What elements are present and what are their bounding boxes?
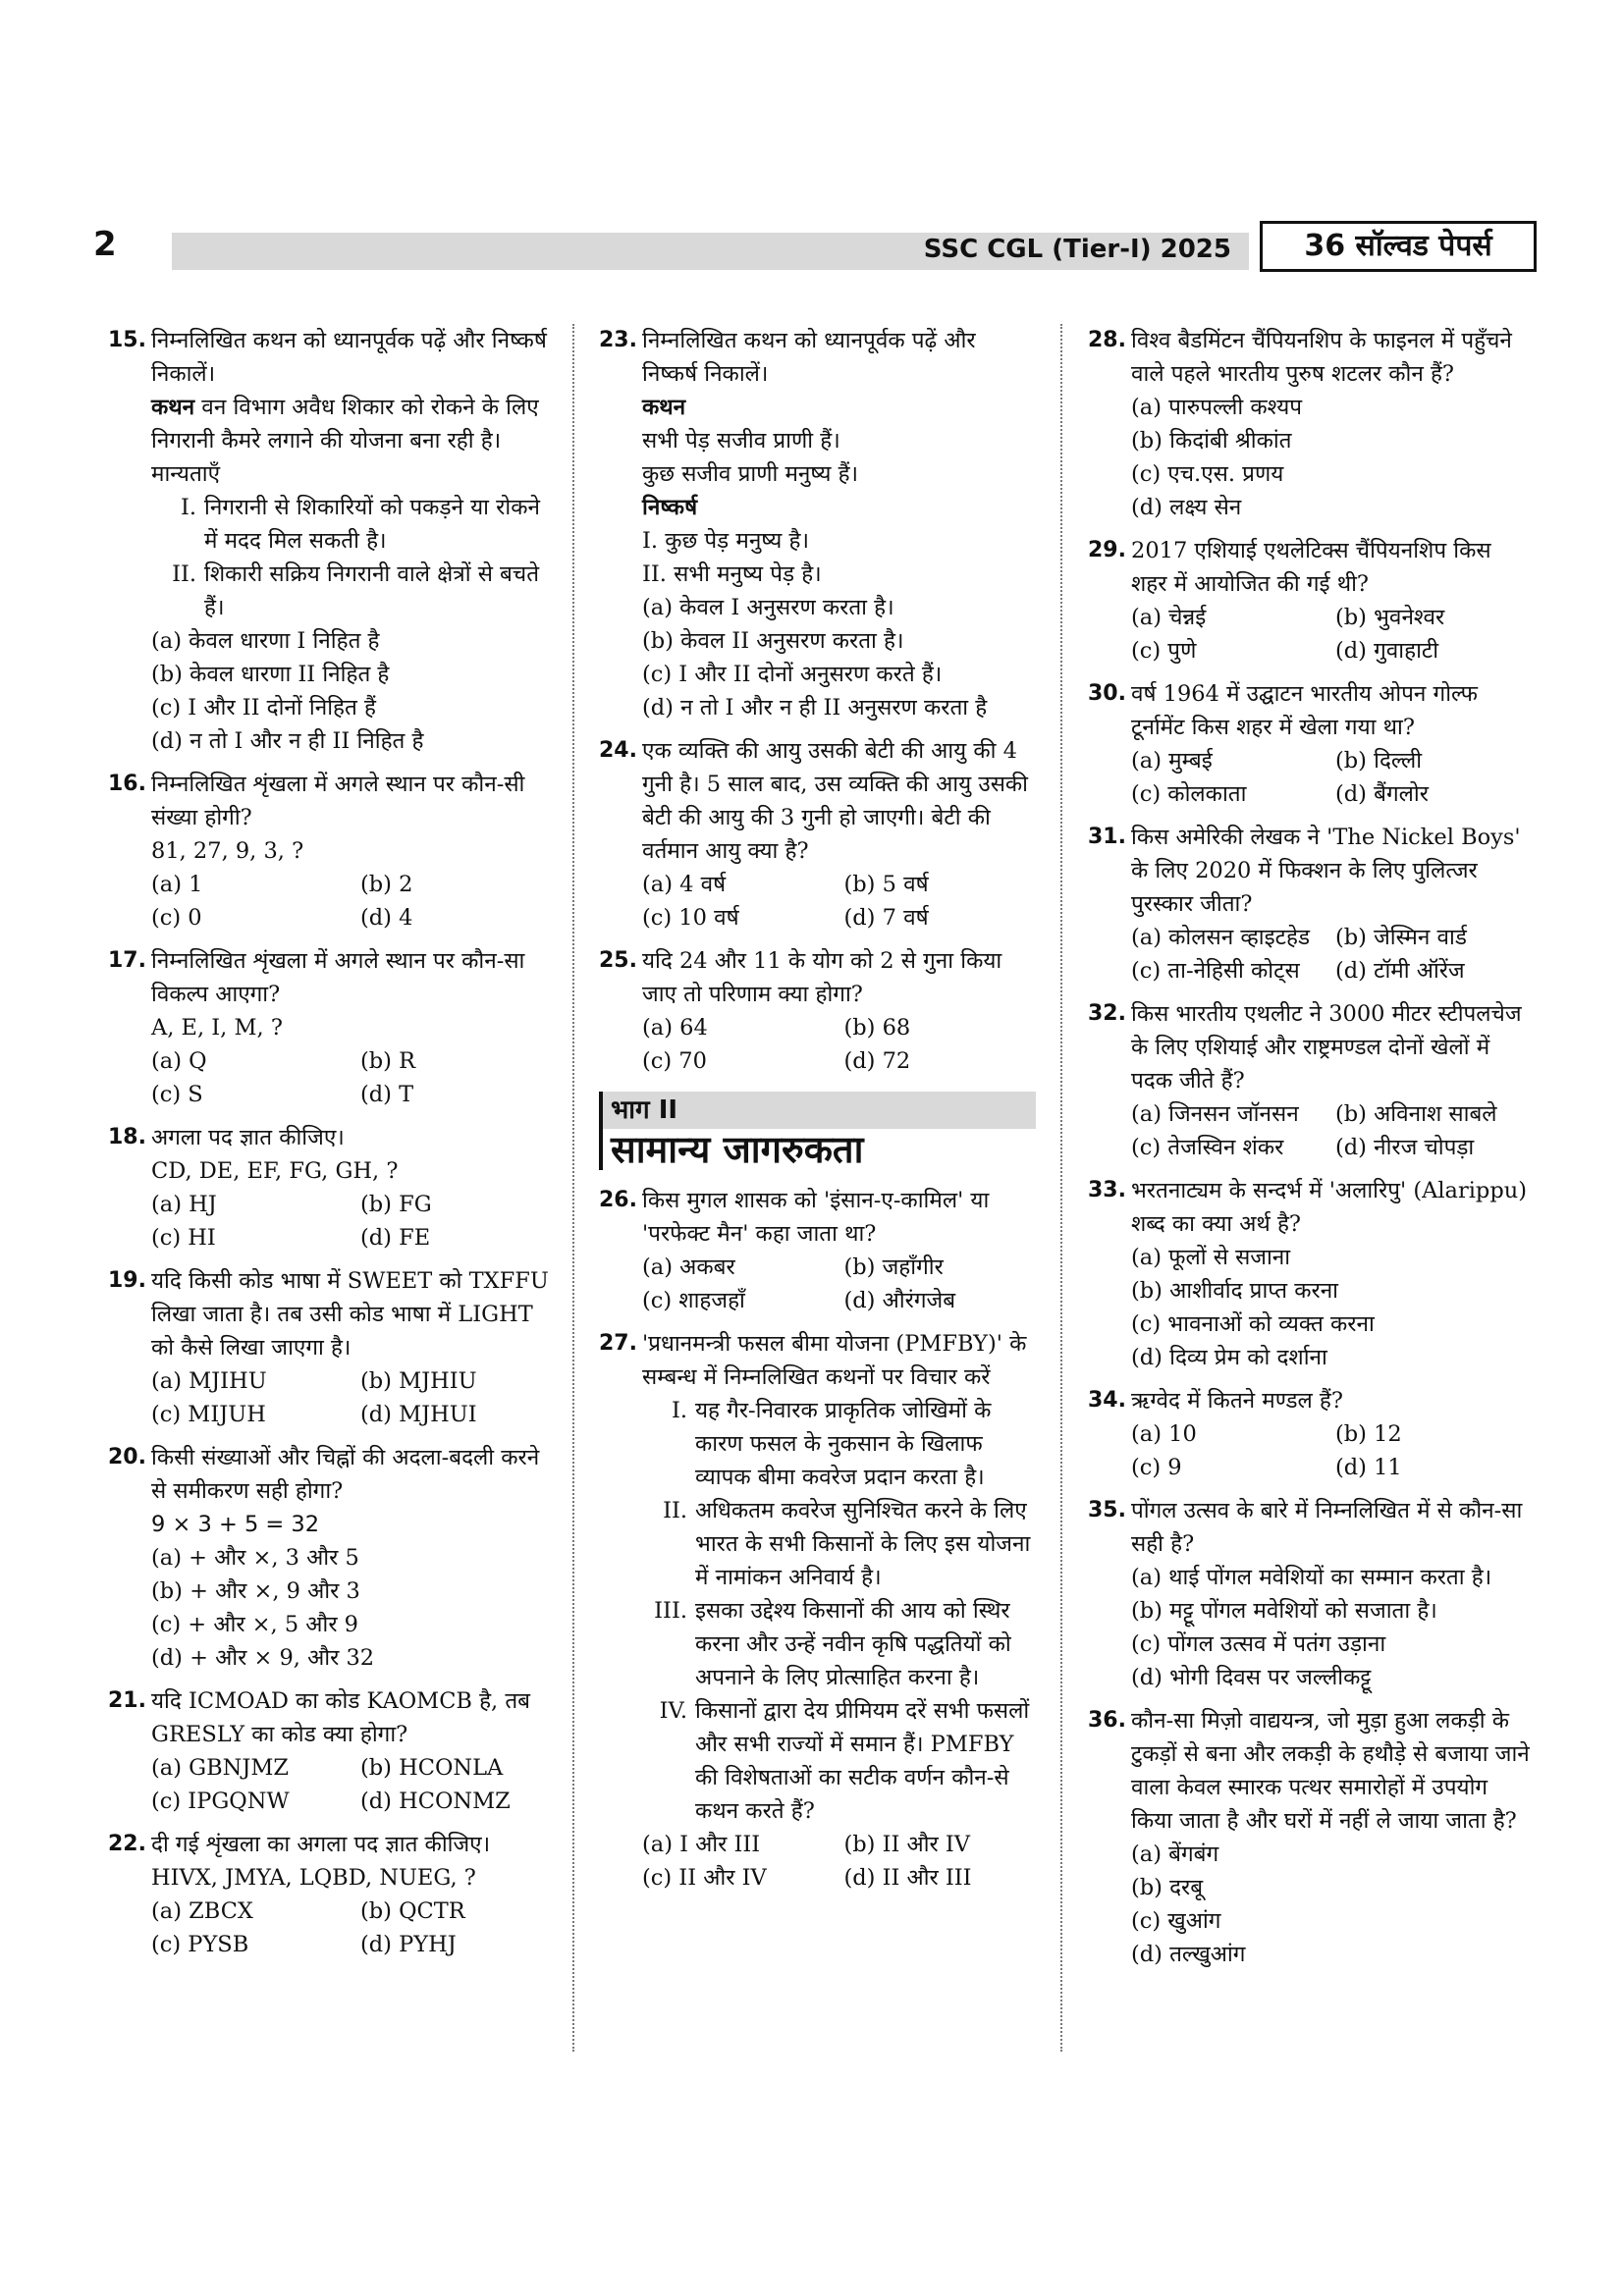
question-33: [1088, 1174, 1530, 1374]
option[interactable]: (b) MJHIU: [360, 1368, 477, 1394]
option[interactable]: (d) + और × 9, और 32: [151, 1645, 375, 1671]
question-text: किस अमेरिकी लेखक ने 'The Nickel Boys' के लिए 2020 में फिक्शन के लिए पुलित्जर पुरस्कार जीता?: [1131, 825, 1521, 917]
option[interactable]: (d) 72: [843, 1048, 911, 1074]
option[interactable]: (a) GBNJMZ: [151, 1755, 290, 1781]
option[interactable]: (d) नीरज चोपड़ा: [1335, 1135, 1475, 1160]
option[interactable]: (a) ZBCX: [151, 1898, 253, 1924]
question-text: किस भारतीय एथलीट ने 3000 मीटर स्टीपलचेज के लिए एशियाई और राष्ट्रमण्डल दोनों खेलों में पदक जीते हैं?: [1131, 1001, 1522, 1094]
option[interactable]: (c) एच.एस. प्रणय: [1131, 461, 1284, 487]
option[interactable]: (a) 1: [151, 872, 203, 897]
question-number: 16.: [108, 772, 146, 796]
option[interactable]: (c) खुआंग: [1131, 1908, 1221, 1934]
option[interactable]: (d) लक्ष्य सेन: [1131, 495, 1242, 520]
column-divider: [1060, 324, 1062, 2052]
question-text: निम्नलिखित शृंखला में अगले स्थान पर कौन-सी संख्या होगी?: [151, 772, 525, 830]
question-29: [1088, 534, 1530, 667]
options: [151, 624, 560, 758]
question-number: 35.: [1088, 1498, 1126, 1522]
question-text: एक व्यक्ति की आयु उसकी बेटी की आयु की 4 गुनी है। 5 साल बाद, उस व्यक्ति की आयु उसकी बेटी की आयु की 3 गुनी हो जाएगी। बेटी की वर्तमान आयु क्या है?: [642, 738, 1029, 864]
exam-name: SSC CGL (Tier-I) 2025: [923, 235, 1231, 264]
option[interactable]: (a) अकबर: [642, 1255, 735, 1280]
option[interactable]: (d) II और III: [843, 1865, 972, 1891]
option[interactable]: (d) 4: [360, 905, 413, 931]
options: [1131, 921, 1530, 988]
question-35: [1088, 1494, 1530, 1694]
question-23: [599, 324, 1036, 724]
option[interactable]: (c) II और IV: [642, 1865, 767, 1891]
options: [1131, 1838, 1530, 1971]
question-number: 30.: [1088, 681, 1126, 706]
question-number: 28.: [1088, 328, 1126, 352]
series: 81, 27, 9, 3, ?: [151, 838, 304, 864]
option[interactable]: (c) पोंगल उत्सव में पतंग उड़ाना: [1131, 1631, 1386, 1657]
option[interactable]: (b) आशीर्वाद प्राप्त करना: [1131, 1278, 1339, 1304]
question-text: वर्ष 1964 में उद्घाटन भारतीय ओपन गोल्फ टूर्नामेंट किस शहर में खेला गया था?: [1131, 681, 1479, 740]
page-number: 2: [93, 225, 117, 264]
conclusion: I. कुछ पेड़ मनुष्य है।: [642, 528, 809, 554]
option[interactable]: (d) 7 वर्ष: [843, 905, 929, 931]
question-24: [599, 734, 1036, 934]
question-text: किसी संख्याओं और चिह्नों की अदला-बदली करने से समीकरण सही होगा?: [151, 1445, 540, 1504]
series: CD, DE, EF, FG, GH, ?: [151, 1158, 399, 1184]
option[interactable]: (c) ता-नेहिसी कोट्स: [1131, 958, 1300, 984]
statement: IV. किसानों द्वारा देय प्रीमियम दरें सभी फसलों और सभी राज्यों में समान हैं। PMFBY की विशेषताओं का सटीक वर्णन कौन-से कथन करते हैं?: [659, 1698, 1030, 1824]
statement: II. अधिकतम कवरेज सुनिश्चित करने के लिए भारत के सभी किसानों के लिए इस योजना में नामांकन अनिवार्य है।: [663, 1498, 1031, 1590]
options: [151, 1188, 560, 1255]
option[interactable]: (b) 68: [843, 1015, 911, 1041]
question-21: [108, 1684, 560, 1818]
page-header: [0, 221, 1623, 280]
column-1: [108, 324, 560, 1971]
question-number: 23.: [599, 328, 637, 352]
option[interactable]: (b) भुवनेश्वर: [1335, 605, 1445, 630]
question-text: भरतनाट्यम के सन्दर्भ में 'अलारिपु' (Alarippu) शब्द का क्या अर्थ है?: [1131, 1178, 1527, 1237]
statement: कथन वन विभाग अवैध शिकार को रोकने के लिए निगरानी कैमरे लगाने की योजना बना रही है। मान्यताएँ: [151, 395, 539, 487]
options: [1131, 1241, 1530, 1374]
option[interactable]: (b) केवल धारणा II निहित है: [151, 662, 390, 687]
option[interactable]: (c) HI: [151, 1225, 216, 1251]
question-text: यदि किसी कोड भाषा में SWEET को TXFFU लिखा जाता है। तब उसी कोड भाषा में LIGHT को कैसे लिखा जाएगा है।: [151, 1268, 549, 1361]
question-number: 19.: [108, 1268, 146, 1293]
options: [1131, 1417, 1530, 1484]
question-number: 32.: [1088, 1001, 1126, 1026]
option[interactable]: (d) गुवाहाटी: [1335, 638, 1439, 664]
question-20: [108, 1441, 560, 1675]
question-22: [108, 1828, 560, 1961]
statement: I. यह गैर-निवारक प्राकृतिक जोखिमों के कारण फसल के नुकसान के खिलाफ व्यापक बीमा कवरेज प्रदान करता है।: [671, 1398, 992, 1490]
option[interactable]: (c) I और II दोनों अनुसरण करते हैं।: [642, 662, 943, 687]
option[interactable]: (b) दिल्ली: [1335, 748, 1423, 774]
options: [642, 1828, 1036, 1895]
option[interactable]: (c) शाहजहाँ: [642, 1288, 745, 1313]
question-27: [599, 1327, 1036, 1895]
statement: सभी पेड़ सजीव प्राणी हैं।: [642, 428, 840, 454]
option[interactable]: (c) PYSB: [151, 1932, 249, 1957]
statement: III. इसका उद्देश्य किसानों की आय को स्थिर करना और उन्हें नवीन कृषि पद्धतियों को अपनाने के लिए प्रोत्साहित करना है।: [654, 1598, 1011, 1690]
question-32: [1088, 997, 1530, 1164]
question-text: अगला पद ज्ञात कीजिए।: [151, 1125, 345, 1150]
option[interactable]: (b) जहाँगीर: [843, 1255, 944, 1280]
option[interactable]: (a) HJ: [151, 1192, 217, 1217]
option[interactable]: (c) 9: [1131, 1455, 1182, 1480]
option[interactable]: (b) दरबू: [1131, 1875, 1204, 1900]
option[interactable]: (d) MJHUI: [360, 1402, 477, 1427]
question-number: 36.: [1088, 1708, 1126, 1733]
option[interactable]: (b) II और IV: [843, 1832, 971, 1857]
question-17: [108, 944, 560, 1111]
option[interactable]: (c) S: [151, 1082, 203, 1107]
option[interactable]: (c) 10 वर्ष: [642, 905, 739, 931]
question-18: [108, 1121, 560, 1255]
option[interactable]: (a) MJIHU: [151, 1368, 267, 1394]
option[interactable]: (c) I और II दोनों निहित हैं: [151, 695, 376, 721]
options: [642, 1011, 1036, 1078]
header-band: [172, 233, 1249, 270]
option[interactable]: (d) HCONMZ: [360, 1789, 511, 1814]
question-28: [1088, 324, 1530, 524]
question-text: कौन-सा मिज़ो वाद्ययन्त्र, जो मुड़ा हुआ लकड़ी के टुकड़ों से बना और लकड़ी के हथौड़े से बजाया जाने वाला केवल स्मारक पत्थर समारोहों में उपयोग किया जाता है और घरों में नहीं ले जाया जाता है?: [1131, 1708, 1530, 1834]
series: HIVX, JMYA, LQBD, NUEG, ?: [151, 1865, 476, 1891]
option[interactable]: (c) तेजस्विन शंकर: [1131, 1135, 1284, 1160]
option[interactable]: (a) 10: [1131, 1421, 1197, 1447]
question-number: 33.: [1088, 1178, 1126, 1202]
option[interactable]: (b) R: [360, 1048, 416, 1074]
part-title: सामान्य जागरुकता: [599, 1129, 1036, 1170]
question-number: 17.: [108, 948, 146, 973]
part-label: भाग II: [599, 1092, 1036, 1129]
option[interactable]: (a) मुम्बई: [1131, 748, 1213, 774]
option[interactable]: (c) IPGQNW: [151, 1789, 290, 1814]
option[interactable]: (a) 4 वर्ष: [642, 872, 727, 897]
option[interactable]: (d) न तो I और न ही II निहित है: [151, 728, 424, 754]
question-30: [1088, 677, 1530, 811]
question-text: निम्नलिखित शृंखला में अगले स्थान पर कौन-सा विकल्प आएगा?: [151, 948, 525, 1007]
series: A, E, I, M, ?: [151, 1015, 283, 1041]
option[interactable]: (b) मट्टू पोंगल मवेशियों को सजाता है।: [1131, 1598, 1437, 1624]
question-number: 25.: [599, 948, 637, 973]
option[interactable]: (d) औरंगजेब: [843, 1288, 956, 1313]
question-text: यदि ICMOAD का कोड KAOMCB है, तब GRESLY का कोड क्या होगा?: [151, 1688, 531, 1747]
conclusion-label: निष्कर्ष: [642, 495, 698, 520]
question-text: निम्नलिखित कथन को ध्यानपूर्वक पढ़ें और निष्कर्ष निकालें।: [642, 328, 976, 387]
question-34: [1088, 1384, 1530, 1484]
option[interactable]: (a) चेन्नई: [1131, 605, 1207, 630]
option[interactable]: (c) 0: [151, 905, 202, 931]
options: [1131, 601, 1530, 667]
option[interactable]: (a) I और III: [642, 1832, 761, 1857]
option[interactable]: (a) थाई पोंगल मवेशियों का सम्मान करता है।: [1131, 1565, 1492, 1590]
question-number: 34.: [1088, 1388, 1126, 1413]
option[interactable]: (d) दिव्य प्रेम को दर्शाना: [1131, 1345, 1327, 1370]
options: [151, 1364, 560, 1431]
column-3: [1088, 324, 1530, 1981]
question-text: 2017 एशियाई एथलेटिक्स चैंपियनशिप किस शहर में आयोजित की गई थी?: [1131, 538, 1491, 597]
option[interactable]: (b) जेस्मिन वार्ड: [1335, 925, 1467, 950]
options: [1131, 744, 1530, 811]
option[interactable]: (b) अविनाश साबले: [1335, 1101, 1497, 1127]
column-2: [599, 324, 1036, 1904]
question-text: दी गई शृंखला का अगला पद ज्ञात कीजिए।: [151, 1832, 491, 1857]
assumption: II. शिकारी सक्रिय निगरानी वाले क्षेत्रों से बचते हैं।: [172, 561, 540, 620]
question-25: [599, 944, 1036, 1078]
option[interactable]: (b) 5 वर्ष: [843, 872, 929, 897]
statement-label: कथन: [642, 395, 686, 420]
question-number: 24.: [599, 738, 637, 763]
options: [642, 591, 1036, 724]
question-16: [108, 768, 560, 934]
option[interactable]: (d) बैंगलोर: [1335, 781, 1429, 807]
options: [1131, 1097, 1530, 1164]
question-number: 15.: [108, 328, 146, 352]
question-number: 31.: [1088, 825, 1126, 849]
option[interactable]: (b) केवल II अनुसरण करता है।: [642, 628, 904, 654]
option[interactable]: (a) + और ×, 3 और 5: [151, 1545, 359, 1571]
options: [151, 1895, 560, 1961]
question-text: 'प्रधानमन्त्री फसल बीमा योजना (PMFBY)' के सम्बन्ध में निम्नलिखित कथनों पर विचार करें: [642, 1331, 1027, 1390]
option[interactable]: (c) + और ×, 5 और 9: [151, 1612, 358, 1637]
conclusion: II. सभी मनुष्य पेड़ है।: [642, 561, 822, 587]
option[interactable]: (a) कोलसन व्हाइटहेड: [1131, 925, 1310, 950]
question-15: [108, 324, 560, 758]
column-divider: [572, 324, 574, 2052]
question-number: 26.: [599, 1188, 637, 1212]
option[interactable]: (b) FG: [360, 1192, 432, 1217]
option[interactable]: (a) केवल धारणा I निहित है: [151, 628, 380, 654]
option[interactable]: (d) न तो I और न ही II अनुसरण करता है: [642, 695, 988, 721]
option[interactable]: (c) भावनाओं को व्यक्त करना: [1131, 1311, 1375, 1337]
option[interactable]: (a) जिनसन जॉनसन: [1131, 1101, 1299, 1127]
question-19: [108, 1264, 560, 1431]
options: [151, 868, 560, 934]
question-text: ऋग्वेद में कितने मण्डल हैं?: [1131, 1388, 1343, 1414]
question-number: 18.: [108, 1125, 146, 1149]
question-text: विश्व बैडमिंटन चैंपियनशिप के फाइनल में पहुँचने वाले पहले भारतीय पुरुष शटलर कौन हैं?: [1131, 328, 1512, 387]
options: [642, 868, 1036, 934]
option[interactable]: (c) MIJUH: [151, 1402, 266, 1427]
option[interactable]: (d) 11: [1335, 1455, 1402, 1480]
option[interactable]: (d) FE: [360, 1225, 431, 1251]
option[interactable]: (b) 2: [360, 872, 413, 897]
options: [642, 1251, 1036, 1317]
option[interactable]: (d) तल्खुआंग: [1131, 1942, 1246, 1967]
question-number: 22.: [108, 1832, 146, 1856]
option[interactable]: (a) Q: [151, 1048, 207, 1074]
option[interactable]: (b) QCTR: [360, 1898, 465, 1924]
option[interactable]: (b) + और ×, 9 और 3: [151, 1578, 360, 1604]
option[interactable]: (d) भोगी दिवस पर जल्लीकट्टू: [1131, 1665, 1372, 1690]
options: [1131, 391, 1530, 524]
option[interactable]: (a) बेंगबंग: [1131, 1842, 1219, 1867]
option[interactable]: (a) केवल I अनुसरण करता है।: [642, 595, 894, 620]
question-number: 21.: [108, 1688, 146, 1713]
option[interactable]: (a) 64: [642, 1015, 708, 1041]
assumption: I. निगरानी से शिकारियों को पकड़ने या रोकने में मदद मिल सकती है।: [180, 495, 540, 554]
option[interactable]: (a) पारुपल्ली कश्यप: [1131, 395, 1303, 420]
question-text: पोंगल उत्सव के बारे में निम्नलिखित में से कौन-सा सही है?: [1131, 1498, 1523, 1557]
options: [151, 1044, 560, 1111]
question-number: 29.: [1088, 538, 1126, 562]
question-26: [599, 1184, 1036, 1317]
book-title: 36 सॉल्वड पेपर्स: [1260, 221, 1537, 272]
question-number: 27.: [599, 1331, 637, 1356]
question-36: [1088, 1704, 1530, 1971]
option[interactable]: (a) फूलों से सजाना: [1131, 1245, 1291, 1270]
question-text: यदि 24 और 11 के योग को 2 से गुना किया जाए तो परिणाम क्या होगा?: [642, 948, 1002, 1007]
option[interactable]: (d) टॉमी ऑरेंज: [1335, 958, 1465, 984]
equation: 9 × 3 + 5 = 32: [151, 1512, 320, 1537]
question-text: निम्नलिखित कथन को ध्यानपूर्वक पढ़ें और निष्कर्ष निकालें।: [151, 328, 547, 387]
option[interactable]: (b) किदांबी श्रीकांत: [1131, 428, 1292, 454]
options: [1131, 1561, 1530, 1694]
option[interactable]: (b) 12: [1335, 1421, 1402, 1447]
option[interactable]: (d) PYHJ: [360, 1932, 457, 1957]
question-text: किस मुगल शासक को 'इंसान-ए-कामिल' या 'परफेक्ट मैन' कहा जाता था?: [642, 1188, 990, 1247]
option[interactable]: (c) कोलकाता: [1131, 781, 1247, 807]
statement: कुछ सजीव प्राणी मनुष्य हैं।: [642, 461, 859, 487]
question-number: 20.: [108, 1445, 146, 1469]
option[interactable]: (b) HCONLA: [360, 1755, 504, 1781]
option[interactable]: (d) T: [360, 1082, 414, 1107]
option[interactable]: (c) 70: [642, 1048, 707, 1074]
options: [151, 1541, 560, 1675]
options: [151, 1751, 560, 1818]
option[interactable]: (c) पुणे: [1131, 638, 1197, 664]
question-31: [1088, 821, 1530, 988]
